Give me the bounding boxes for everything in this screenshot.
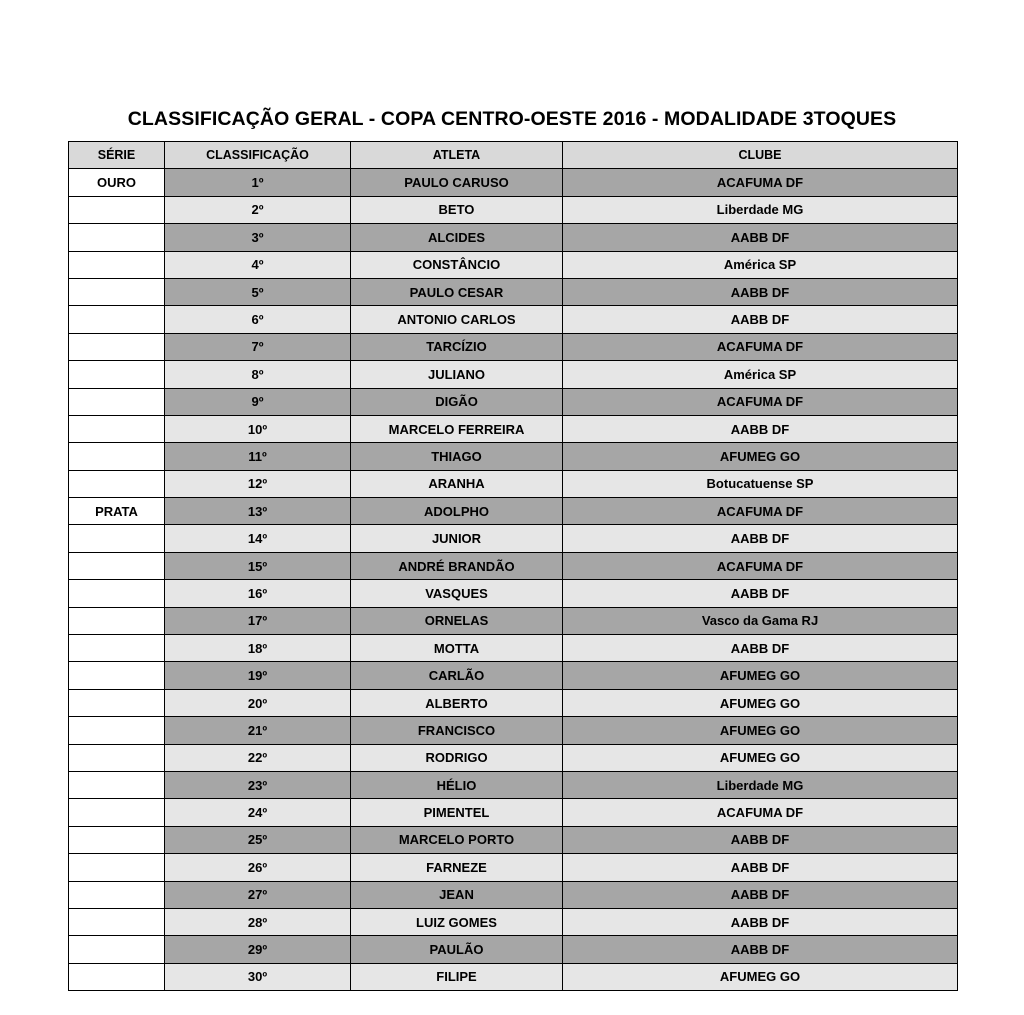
cell-atleta: ADOLPHO	[351, 498, 563, 525]
cell-classificacao: 2º	[165, 196, 351, 223]
cell-serie	[69, 278, 165, 305]
cell-atleta: PAULO CESAR	[351, 278, 563, 305]
cell-classificacao: 19º	[165, 662, 351, 689]
classification-table	[68, 141, 958, 991]
table-row	[69, 361, 958, 388]
cell-serie	[69, 552, 165, 579]
table-row	[69, 689, 958, 716]
table-row	[69, 415, 958, 442]
cell-clube: AFUMEG GO	[563, 689, 958, 716]
cell-clube: AFUMEG GO	[563, 963, 958, 990]
cell-serie	[69, 826, 165, 853]
cell-classificacao: 11º	[165, 443, 351, 470]
cell-clube: ACAFUMA DF	[563, 169, 958, 196]
table-header-row	[69, 142, 958, 169]
cell-atleta: PAULÃO	[351, 936, 563, 963]
cell-serie	[69, 415, 165, 442]
table-row	[69, 963, 958, 990]
cell-atleta: JUNIOR	[351, 525, 563, 552]
cell-clube: ACAFUMA DF	[563, 333, 958, 360]
cell-serie	[69, 908, 165, 935]
cell-classificacao: 12º	[165, 470, 351, 497]
cell-classificacao: 24º	[165, 799, 351, 826]
column-header-atleta: ATLETA	[351, 142, 563, 169]
cell-serie	[69, 771, 165, 798]
cell-serie	[69, 388, 165, 415]
cell-atleta: ARANHA	[351, 470, 563, 497]
cell-atleta: TARCÍZIO	[351, 333, 563, 360]
cell-classificacao: 20º	[165, 689, 351, 716]
cell-clube: ACAFUMA DF	[563, 799, 958, 826]
cell-atleta: CARLÃO	[351, 662, 563, 689]
cell-serie	[69, 580, 165, 607]
cell-clube: AABB DF	[563, 936, 958, 963]
cell-atleta: MARCELO PORTO	[351, 826, 563, 853]
cell-serie	[69, 662, 165, 689]
table-row	[69, 333, 958, 360]
table-row	[69, 278, 958, 305]
table-row	[69, 607, 958, 634]
cell-classificacao: 5º	[165, 278, 351, 305]
cell-atleta: FARNEZE	[351, 854, 563, 881]
cell-atleta: HÉLIO	[351, 771, 563, 798]
table-row	[69, 826, 958, 853]
cell-clube: AFUMEG GO	[563, 443, 958, 470]
cell-atleta: PAULO CARUSO	[351, 169, 563, 196]
cell-clube: AFUMEG GO	[563, 662, 958, 689]
cell-classificacao: 6º	[165, 306, 351, 333]
cell-classificacao: 22º	[165, 744, 351, 771]
table-row	[69, 908, 958, 935]
cell-atleta: FRANCISCO	[351, 717, 563, 744]
cell-atleta: ALBERTO	[351, 689, 563, 716]
cell-serie	[69, 607, 165, 634]
table-row	[69, 169, 958, 196]
cell-atleta: THIAGO	[351, 443, 563, 470]
cell-classificacao: 1º	[165, 169, 351, 196]
table-row	[69, 470, 958, 497]
cell-serie: OURO	[69, 169, 165, 196]
cell-classificacao: 8º	[165, 361, 351, 388]
column-header-serie: SÉRIE	[69, 142, 165, 169]
cell-atleta: ANDRÉ BRANDÃO	[351, 552, 563, 579]
cell-serie	[69, 717, 165, 744]
cell-classificacao: 7º	[165, 333, 351, 360]
cell-atleta: CONSTÂNCIO	[351, 251, 563, 278]
table-row	[69, 552, 958, 579]
cell-serie	[69, 799, 165, 826]
cell-clube: AABB DF	[563, 278, 958, 305]
table-row	[69, 717, 958, 744]
cell-classificacao: 28º	[165, 908, 351, 935]
page-title: CLASSIFICAÇÃO GERAL - COPA CENTRO-OESTE 2016 - MODALIDADE 3TOQUES	[127, 108, 897, 130]
cell-serie	[69, 963, 165, 990]
cell-serie	[69, 224, 165, 251]
cell-classificacao: 13º	[165, 498, 351, 525]
cell-clube: AABB DF	[563, 224, 958, 251]
cell-clube: Liberdade MG	[563, 196, 958, 223]
cell-serie	[69, 854, 165, 881]
cell-clube: Liberdade MG	[563, 771, 958, 798]
table-row	[69, 388, 958, 415]
cell-atleta: ANTONIO CARLOS	[351, 306, 563, 333]
cell-classificacao: 21º	[165, 717, 351, 744]
cell-atleta: LUIZ GOMES	[351, 908, 563, 935]
table-row	[69, 224, 958, 251]
cell-classificacao: 18º	[165, 635, 351, 662]
cell-atleta: MARCELO FERREIRA	[351, 415, 563, 442]
table-row	[69, 881, 958, 908]
cell-clube: ACAFUMA DF	[563, 552, 958, 579]
cell-serie	[69, 689, 165, 716]
table-row	[69, 306, 958, 333]
cell-clube: AABB DF	[563, 306, 958, 333]
cell-classificacao: 9º	[165, 388, 351, 415]
cell-clube: AABB DF	[563, 415, 958, 442]
cell-classificacao: 25º	[165, 826, 351, 853]
table-row	[69, 854, 958, 881]
column-header-clube: CLUBE	[563, 142, 958, 169]
cell-atleta: BETO	[351, 196, 563, 223]
table-row	[69, 744, 958, 771]
cell-atleta: DIGÃO	[351, 388, 563, 415]
table-row	[69, 525, 958, 552]
cell-atleta: VASQUES	[351, 580, 563, 607]
cell-clube: AABB DF	[563, 854, 958, 881]
cell-clube: AABB DF	[563, 881, 958, 908]
table-row	[69, 498, 958, 525]
cell-serie	[69, 744, 165, 771]
cell-classificacao: 3º	[165, 224, 351, 251]
table-row	[69, 196, 958, 223]
cell-serie	[69, 635, 165, 662]
cell-classificacao: 15º	[165, 552, 351, 579]
cell-clube: Botucatuense SP	[563, 470, 958, 497]
cell-serie	[69, 525, 165, 552]
column-header-classificacao: CLASSIFICAÇÃO	[165, 142, 351, 169]
cell-clube: AABB DF	[563, 908, 958, 935]
cell-serie	[69, 333, 165, 360]
cell-atleta: MOTTA	[351, 635, 563, 662]
cell-serie	[69, 196, 165, 223]
cell-atleta: RODRIGO	[351, 744, 563, 771]
cell-clube: América SP	[563, 361, 958, 388]
cell-atleta: FILIPE	[351, 963, 563, 990]
cell-classificacao: 30º	[165, 963, 351, 990]
cell-classificacao: 14º	[165, 525, 351, 552]
cell-atleta: ALCIDES	[351, 224, 563, 251]
table-header	[69, 142, 958, 169]
cell-classificacao: 16º	[165, 580, 351, 607]
cell-serie	[69, 443, 165, 470]
cell-atleta: JEAN	[351, 881, 563, 908]
table-row	[69, 799, 958, 826]
table-row	[69, 443, 958, 470]
cell-clube: Vasco da Gama RJ	[563, 607, 958, 634]
cell-clube: ACAFUMA DF	[563, 388, 958, 415]
cell-classificacao: 17º	[165, 607, 351, 634]
table-body	[69, 169, 958, 991]
table-row	[69, 771, 958, 798]
table-row	[69, 635, 958, 662]
cell-atleta: PIMENTEL	[351, 799, 563, 826]
cell-classificacao: 10º	[165, 415, 351, 442]
cell-serie	[69, 470, 165, 497]
cell-clube: AABB DF	[563, 826, 958, 853]
cell-classificacao: 26º	[165, 854, 351, 881]
cell-serie	[69, 361, 165, 388]
cell-clube: América SP	[563, 251, 958, 278]
cell-serie	[69, 936, 165, 963]
cell-clube: AFUMEG GO	[563, 744, 958, 771]
cell-classificacao: 29º	[165, 936, 351, 963]
cell-clube: AABB DF	[563, 580, 958, 607]
cell-clube: AABB DF	[563, 525, 958, 552]
cell-atleta: ORNELAS	[351, 607, 563, 634]
table-row	[69, 251, 958, 278]
cell-clube: AABB DF	[563, 635, 958, 662]
cell-clube: AFUMEG GO	[563, 717, 958, 744]
cell-serie	[69, 881, 165, 908]
cell-classificacao: 23º	[165, 771, 351, 798]
table-row	[69, 580, 958, 607]
cell-clube: ACAFUMA DF	[563, 498, 958, 525]
cell-serie	[69, 251, 165, 278]
cell-serie	[69, 306, 165, 333]
cell-serie: PRATA	[69, 498, 165, 525]
cell-classificacao: 4º	[165, 251, 351, 278]
table-row	[69, 662, 958, 689]
table-row	[69, 936, 958, 963]
cell-atleta: JULIANO	[351, 361, 563, 388]
cell-classificacao: 27º	[165, 881, 351, 908]
